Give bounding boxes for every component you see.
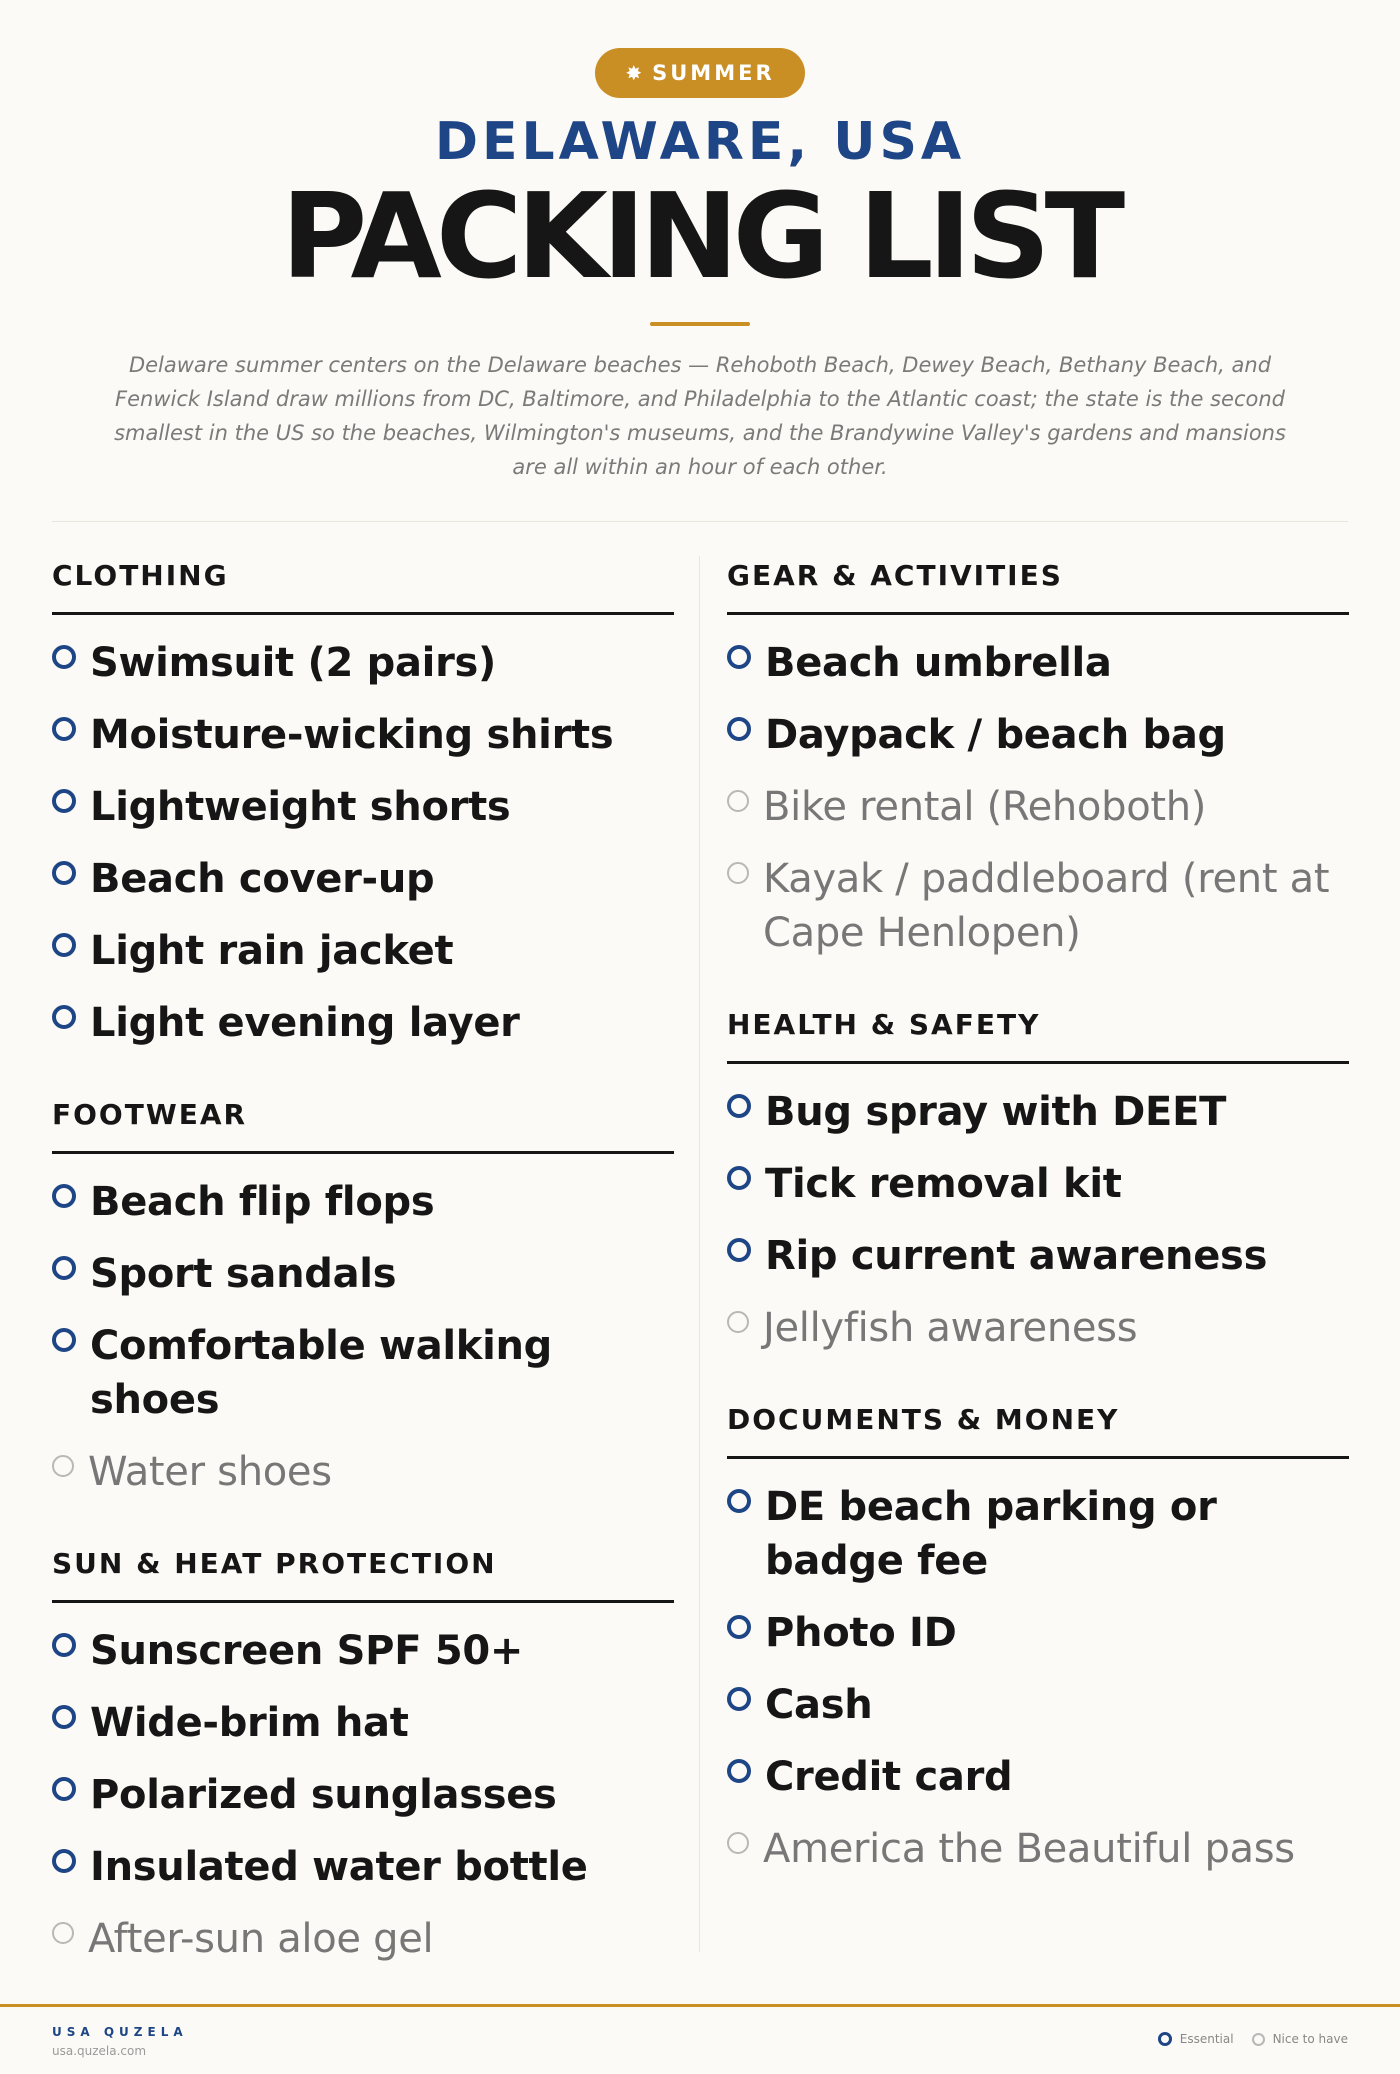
list-item[interactable]	[727, 1148, 1349, 1220]
item-label: Photo ID	[765, 1610, 957, 1656]
item-label: Lightweight shorts	[90, 784, 511, 830]
nice-circle-icon[interactable]	[727, 790, 749, 812]
item-label: Credit card	[765, 1754, 1013, 1800]
column-divider	[699, 556, 700, 1952]
essential-circle-icon[interactable]	[52, 933, 76, 957]
item-label: Swimsuit (2 pairs)	[90, 640, 496, 686]
item-label: Bike rental (Rehoboth)	[763, 784, 1207, 830]
section-title: DOCUMENTS & MONEY	[727, 1403, 1120, 1436]
section-rule	[727, 1456, 1349, 1459]
section-rule	[52, 1600, 674, 1603]
header	[0, 0, 1400, 484]
brand-name: USA QUZELA	[52, 2025, 188, 2039]
section-title: FOOTWEAR	[52, 1098, 248, 1131]
list-item[interactable]	[727, 771, 1349, 843]
list-item[interactable]	[727, 1813, 1349, 1885]
item-label: Light evening layer	[90, 1000, 520, 1046]
sun-icon: ✸	[625, 61, 643, 85]
legend-essential	[1158, 2032, 1234, 2046]
item-label: Rip current awareness	[765, 1233, 1268, 1279]
nice-circle-icon[interactable]	[727, 862, 749, 884]
list-item[interactable]	[727, 627, 1349, 699]
item-label: Comfortable walking shoes	[90, 1323, 553, 1423]
section-title: CLOTHING	[52, 559, 229, 592]
nice-circle-icon[interactable]	[727, 1311, 749, 1333]
item-label: Sport sandals	[90, 1251, 397, 1297]
item-label: America the Beautiful pass	[763, 1826, 1295, 1872]
list-item[interactable]	[727, 1220, 1349, 1292]
season-badge	[595, 48, 804, 98]
nice-circle-icon	[1252, 2033, 1265, 2046]
essential-circle-icon[interactable]	[52, 861, 76, 885]
essential-circle-icon[interactable]	[727, 717, 751, 741]
list-item[interactable]	[52, 1436, 674, 1508]
list-item[interactable]	[52, 843, 674, 915]
intro-text: Delaware summer centers on the Delaware beaches — Rehoboth Beach, Dewey Beach, Bethany Beach, and Fenwick Island draw millions from DC, Baltimore, and Philadelphia to the Atlantic coast; the state is the second smallest in the US so the beaches, Wilmington's museums, and the Brandywine Valley's gardens and mansions are all within an hour of each other.	[114, 353, 1286, 479]
nice-circle-icon[interactable]	[52, 1922, 74, 1944]
item-label: Insulated water bottle	[90, 1844, 588, 1890]
item-label: Cash	[765, 1682, 873, 1728]
right-column	[727, 556, 1349, 1921]
section-rule	[727, 1061, 1349, 1064]
item-label: Daypack / beach bag	[765, 712, 1226, 758]
item-label: Sunscreen SPF 50+	[90, 1628, 524, 1674]
nice-circle-icon[interactable]	[727, 1832, 749, 1854]
footer-rule	[0, 2004, 1400, 2007]
section-rule	[727, 612, 1349, 615]
essential-circle-icon[interactable]	[727, 645, 751, 669]
list-item[interactable]	[727, 1741, 1349, 1813]
list-item[interactable]	[52, 1166, 674, 1238]
item-label: Moisture-wicking shirts	[90, 712, 614, 758]
list-item[interactable]	[52, 1903, 674, 1975]
section-title: SUN & HEAT PROTECTION	[52, 1547, 497, 1580]
item-label: Jellyfish awareness	[763, 1305, 1138, 1351]
essential-circle-icon[interactable]	[52, 1256, 76, 1280]
item-label: DE beach parking or badge fee	[765, 1484, 1217, 1584]
section	[727, 556, 1349, 969]
page-title: PACKING LIST	[280, 167, 1120, 305]
item-label: Polarized sunglasses	[90, 1772, 557, 1818]
section	[52, 1095, 674, 1508]
essential-circle-icon[interactable]	[52, 789, 76, 813]
list-item[interactable]	[727, 1669, 1349, 1741]
brand	[52, 2025, 188, 2058]
season-label: SUMMER	[652, 61, 775, 85]
title-underline	[650, 322, 750, 326]
section	[727, 1005, 1349, 1364]
list-item[interactable]	[52, 1759, 674, 1831]
section	[52, 1544, 674, 1975]
section-title: GEAR & ACTIVITIES	[727, 559, 1063, 592]
section	[727, 1400, 1349, 1885]
item-label: Beach umbrella	[765, 640, 1112, 686]
section-title: HEALTH & SAFETY	[727, 1008, 1041, 1041]
nice-circle-icon[interactable]	[52, 1455, 74, 1477]
item-label: Water shoes	[88, 1449, 332, 1495]
essential-circle-icon[interactable]	[52, 1328, 76, 1352]
essential-circle-icon[interactable]	[727, 1094, 751, 1118]
item-label: Light rain jacket	[90, 928, 454, 974]
essential-circle-icon[interactable]	[52, 1005, 76, 1029]
essential-circle-icon[interactable]	[52, 1849, 76, 1873]
legend-nice-label: Nice to have	[1272, 2032, 1348, 2046]
page-subtitle: DELAWARE, USA	[434, 112, 966, 172]
list-item[interactable]	[52, 1238, 674, 1310]
essential-circle-icon[interactable]	[727, 1489, 751, 1513]
list-item[interactable]	[52, 1831, 674, 1903]
section-rule	[52, 612, 674, 615]
item-label: Beach flip flops	[90, 1179, 435, 1225]
essential-circle-icon[interactable]	[727, 1687, 751, 1711]
list-item[interactable]	[727, 699, 1349, 771]
list-item[interactable]	[52, 987, 674, 1059]
section	[52, 556, 674, 1059]
left-column	[52, 556, 674, 2011]
essential-circle-icon[interactable]	[727, 1759, 751, 1783]
essential-circle-icon[interactable]	[727, 1166, 751, 1190]
item-label: Kayak / paddleboard (rent at Cape Henlopen)	[763, 856, 1330, 956]
list-item[interactable]	[727, 1292, 1349, 1364]
legend-nice	[1252, 2032, 1348, 2046]
list-item[interactable]	[52, 1310, 674, 1436]
essential-circle-icon	[1158, 2032, 1172, 2046]
list-item[interactable]	[52, 627, 674, 699]
essential-circle-icon[interactable]	[727, 1238, 751, 1262]
essential-circle-icon[interactable]	[52, 1705, 76, 1729]
essential-circle-icon[interactable]	[52, 717, 76, 741]
item-label: Beach cover-up	[90, 856, 435, 902]
list-item[interactable]	[52, 699, 674, 771]
list-item[interactable]	[52, 915, 674, 987]
list-item[interactable]	[727, 1076, 1349, 1148]
item-label: Bug spray with DEET	[765, 1089, 1227, 1135]
section-rule	[52, 1151, 674, 1154]
legend-essential-label: Essential	[1179, 2032, 1234, 2046]
list-item[interactable]	[52, 1615, 674, 1687]
essential-circle-icon[interactable]	[727, 1615, 751, 1639]
list-item[interactable]	[52, 1687, 674, 1759]
item-label: After-sun aloe gel	[88, 1916, 434, 1962]
item-label: Tick removal kit	[765, 1161, 1122, 1207]
list-item[interactable]	[727, 1471, 1349, 1597]
brand-url: usa.quzela.com	[52, 2044, 147, 2058]
item-label: Wide-brim hat	[90, 1700, 409, 1746]
essential-circle-icon[interactable]	[52, 1777, 76, 1801]
list-item[interactable]	[52, 771, 674, 843]
header-divider	[52, 521, 1348, 522]
list-item[interactable]	[727, 843, 1349, 969]
essential-circle-icon[interactable]	[52, 1184, 76, 1208]
essential-circle-icon[interactable]	[52, 1633, 76, 1657]
legend	[1158, 2032, 1348, 2046]
list-item[interactable]	[727, 1597, 1349, 1669]
essential-circle-icon[interactable]	[52, 645, 76, 669]
